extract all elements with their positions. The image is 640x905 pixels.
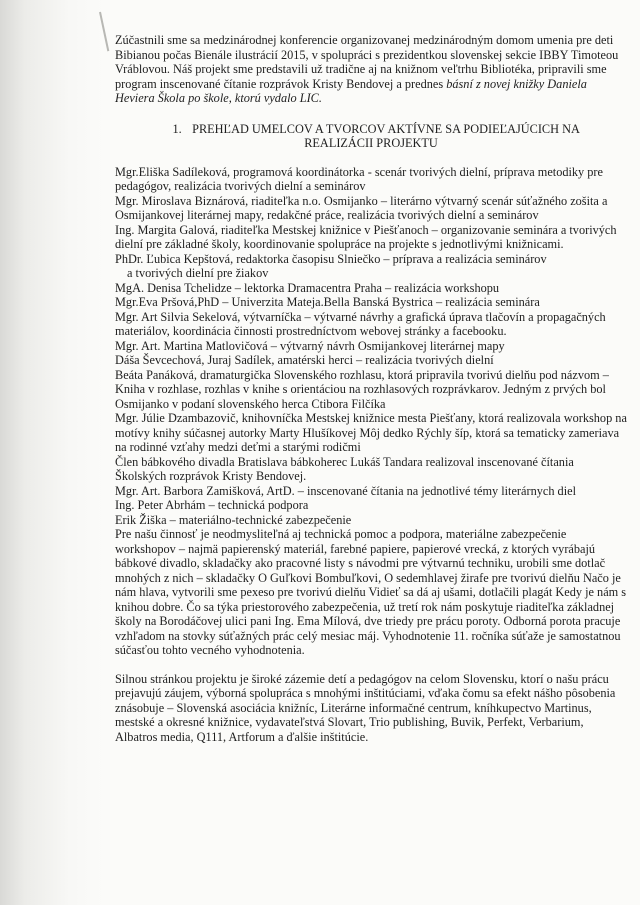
scan-shadow-edge — [0, 0, 105, 905]
closing-paragraph: Silnou stránkou projektu je široké zázemie detí a pedagógov na celom Slovensku, ktorí o našu prácu prejavujú záujem, výborná spolupráca s mnohými inštitúciami, vďaka čomu sa efekt nášho pôsobenia znásobuje – Slovenská asociácia knižníc, Literárne informačné centrum, kníhkupectvo Martinus, mestské a okresné knižnice, vydavateľstvá Slovart, Trio publishing, Buvik, Perfekt, Verbarium, Albatros media, Q111, Artforum a ďalšie inštitúcie. — [115, 671, 616, 744]
section-number: 1. — [172, 121, 182, 136]
intro-italic-text: básní z novej knižky Daniela Heviera Škola po škole, ktorú vydalo LIC. — [115, 76, 587, 105]
section-heading — [115, 122, 627, 151]
list-item: Dáša Ševcechová, Juraj Sadílek, amatérski herci – realizácia tvorivých dielní — [115, 353, 494, 367]
list-item: a tvorivých dielní pre žiakov — [127, 266, 269, 280]
section-heading-line-1: PREHĽAD UMELCOV A TVORCOV AKTÍVNE SA PODIEĽAJÚCICH NA — [192, 121, 580, 136]
list-item: Ing. Margita Galová, riaditeľka Mestskej knižnice v Piešťanoch – organizovanie seminára a tvorivých dielní pre základné školy, koordinovanie spolupráce na projekte s jednotlivými knižnicami. — [115, 222, 617, 251]
list-item: Mgr. Art. Martina Matlovičová – výtvarný návrh Osmijankovej literárnej mapy — [115, 338, 505, 353]
intro-text: Zúčastnili sme sa medzinárodnej konferencie organizovanej medzinárodným domom umenia pre deti Bibianou počas Bienále ilustrácií 2015, v spolupráci s prezidentkou slovenskej sekcie IBBY Timoteou Vráblovou. Náš projekt sme predstavili už tradične aj na knižnom veľtrhu Bibliotéka, pripravili sme program inscenované čítanie rozprávok Kristy Bendovej a prednes — [115, 33, 619, 91]
document-body — [115, 33, 627, 744]
list-item: Mgr. Júlie Dzambazovič, knihovníčka Mestskej knižnice mesta Piešťany, ktorá realizovala workshop na motívy knihy súčasnej autorky Marty Hlušíkovej Môj dedko Rýchly šíp, ktorá sa tematicky zameriava na rodinné vzťahy medzi deťmi a starými rodičmi — [115, 411, 627, 454]
list-item: Beáta Panáková, dramaturgička Slovenského rozhlasu, ktorá pripravila tvorivú dielňu pod názvom – Kniha v rozhlase, rozhlas v knihe s orientáciou na rozhlasových rozprávkarov. Jedným z prvých bol Osmijanko v podaní slovenského herca Ctibora Filčíka — [115, 367, 609, 411]
intro-paragraph — [115, 33, 627, 106]
list-item: Mgr. Art Silvia Sekelová, výtvarníčka – výtvarné návrhy a grafická úprava tlačovín a propagačných materiálov, koordinácia činnosti prostredníctvom webovej stránky a facebooku. — [115, 309, 606, 338]
list-item: Mgr. Art. Barbora Zamišková, ArtD. – inscenované čítania na jednotlivé témy literárnych diel — [115, 483, 577, 498]
list-item: MgA. Denisa Tchelidze – lektorka Dramacentra Praha – realizácia workshopu — [115, 280, 500, 295]
list-item: Člen bábkového divadla Bratislava bábkoherec Lukáš Tandara realizoval inscenované čítania Školských rozprávok Kristy Bendovej. — [115, 454, 574, 483]
list-item: PhDr. Ľubica Kepštová, redaktorka časopisu Slniečko – príprava a realizácia seminárov — [115, 251, 547, 266]
list-item: Ing. Peter Abrhám – technická podpora — [115, 498, 309, 512]
list-item: Erik Žiška – materiálno-technické zabezpečenie — [115, 512, 352, 527]
list-item: Mgr.Eliška Sadíleková, programová koordinátorka - scenár tvorivých dielní, príprava metodiky pre pedagógov, realizácia tvorivých dielní a seminárov — [115, 164, 603, 193]
list-item: Mgr.Eva Pršová,PhD – Univerzita Mateja.Bella Banská Bystrica – realizácia seminára — [115, 295, 540, 309]
support-paragraph: Pre našu činnosť je neodmysliteľná aj technická pomoc a podpora, materiálne zabezpečenie workshopov – najmä papierenský materiál, farebné papiere, papierové vrecká, z ktorých vyrábajú bábkové divadlo, skladačky ako pracovné listy s návodmi pre výtvarnú techniku, urobili sme dotlač mnohých z nich – skladačky O Guľkovi Bombuľkovi, O sedemhlavej žirafe pre tvorivú dielňu Načo je nám hlava, vytvorili sme pexeso pre tvorivú dielňu Vidieť sa dá aj ušami, dotlačili plagát Kedy je nám s knihou dobre. Čo sa týka priestorového zabezpečenia, už tretí rok nám poskytuje riaditeľka základnej školy na Borodáčovej ulici pani Ing. Ema Mílová, dve triedy pre prácu poroty. Odborná porota pracuje vzhľadom na stovky súťažných prác celý mesiac máj. Vyhodnotenie 11. ročníka súťaže je samostatnou súčasťou tohto vecného vyhodnotenia. — [115, 527, 627, 657]
list-item: Mgr. Miroslava Biznárová, riaditeľka n.o. Osmijanko – literárno výtvarný scenár súťažného zošita a Osmijankovej literárnej mapy, redakčné práce, realizácia tvorivých dielní a seminárov — [115, 193, 608, 222]
contributors-list — [115, 165, 627, 528]
section-heading-line-2: REALIZÁCII PROJEKTU — [304, 136, 438, 150]
